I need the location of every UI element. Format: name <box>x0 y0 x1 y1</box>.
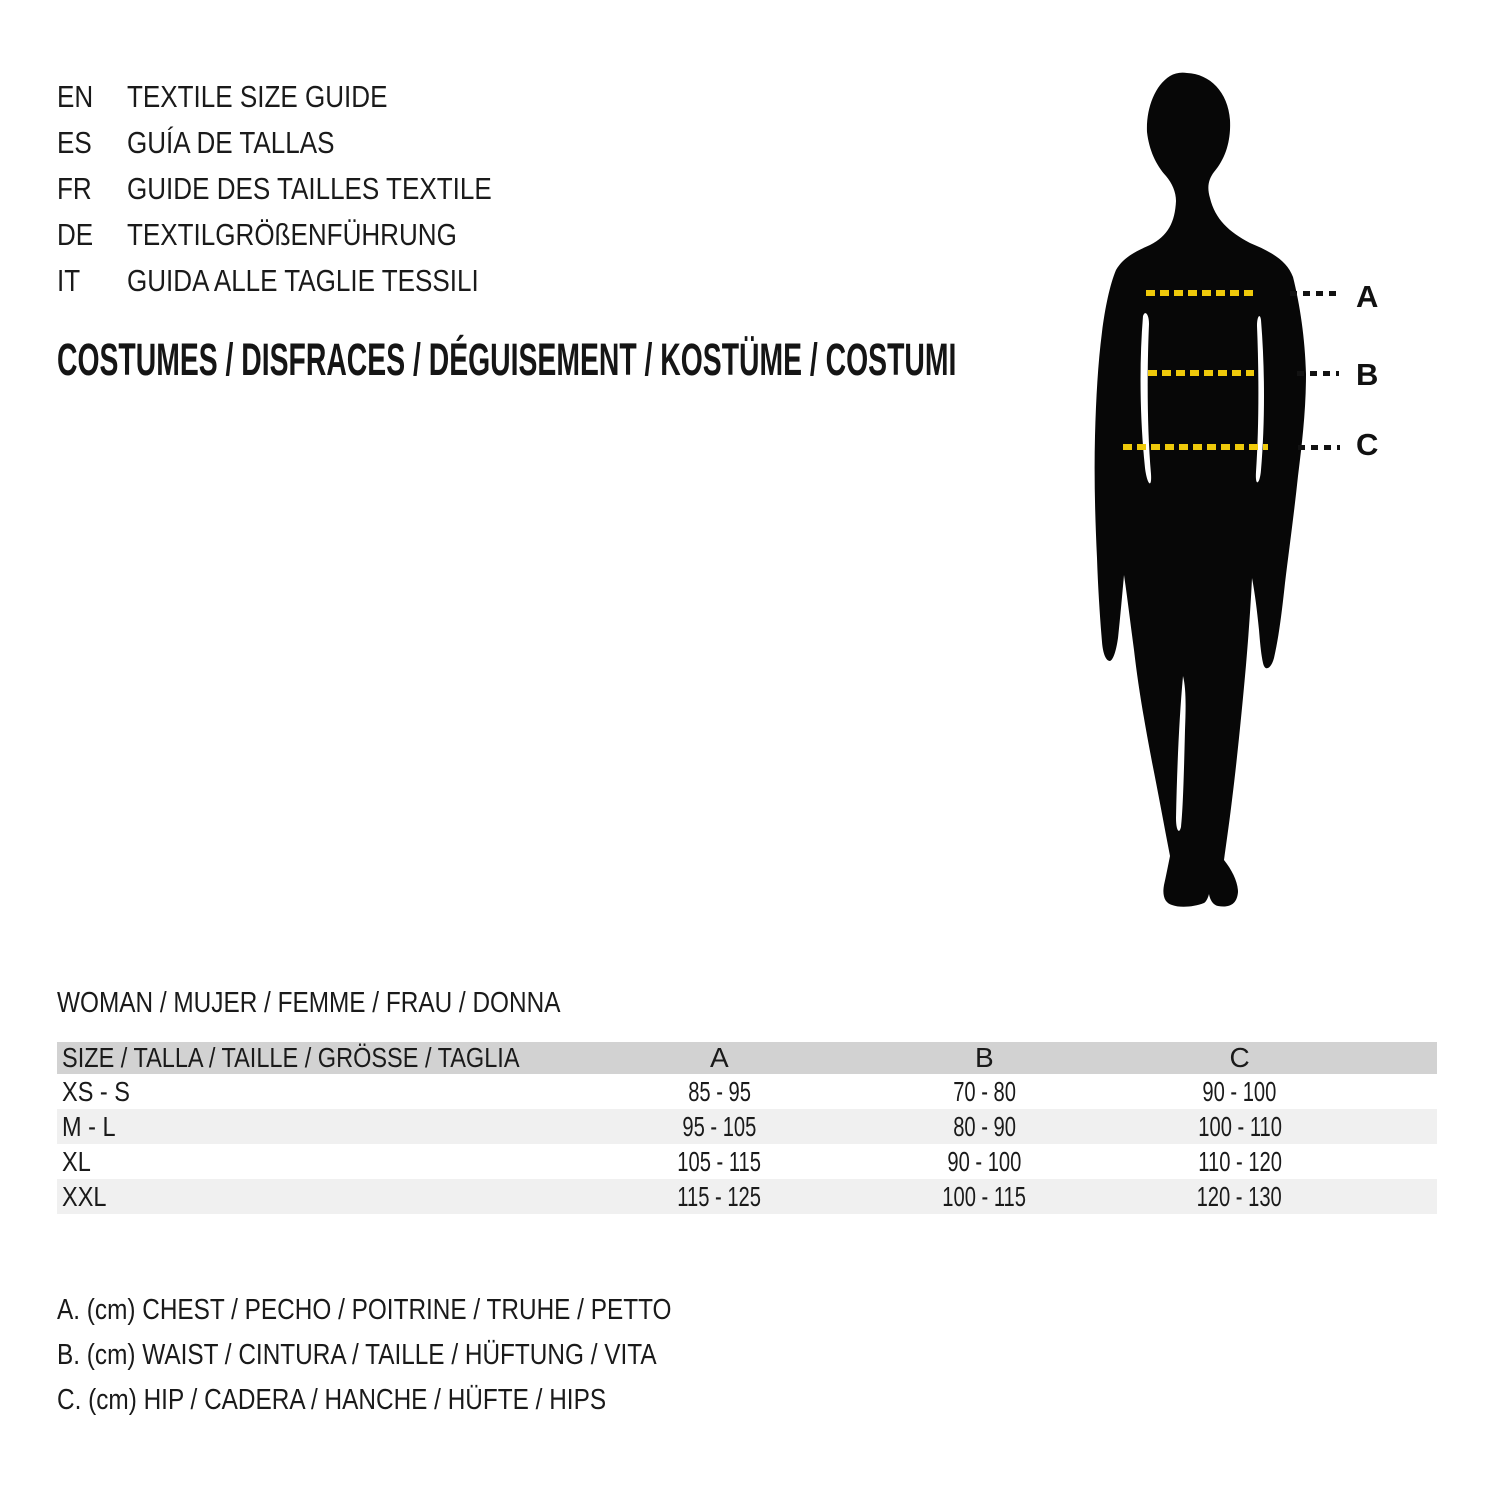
language-list <box>57 74 561 304</box>
table-group-heading: WOMAN / MUJER / FEMME / FRAU / DONNA <box>57 987 561 1019</box>
chest-leader-line <box>1290 291 1342 296</box>
size-cell: XL <box>62 1145 91 1177</box>
hip-range-cell: 110 - 120 <box>1197 1145 1282 1177</box>
waist-range-cell: 70 - 80 <box>952 1075 1016 1107</box>
chest-measure-line <box>1146 290 1258 296</box>
measurement-notes <box>57 1288 789 1423</box>
language-code: FR <box>57 171 92 206</box>
size-column-header: SIZE / TALLA / TAILLE / GRÖSSE / TAGLIA <box>62 1042 520 1073</box>
note-waist: B. (cm) WAIST / CINTURA / TAILLE / HÜFTUNG / VITA <box>57 1339 657 1371</box>
language-row-fr <box>57 166 561 212</box>
language-row-en <box>57 74 561 120</box>
language-code: EN <box>57 79 94 114</box>
woman-silhouette <box>1080 70 1340 935</box>
hip-leader-line <box>1298 445 1340 450</box>
column-header-b: B <box>974 1042 994 1073</box>
marker-label-hip: C <box>1356 427 1379 462</box>
language-title: GUÍA DE TALLAS <box>127 125 335 160</box>
language-title: TEXTILE SIZE GUIDE <box>127 79 388 114</box>
figure-annotation-group <box>1080 70 1428 940</box>
waist-measure-line <box>1148 370 1254 376</box>
language-code: IT <box>57 263 81 298</box>
hip-range-cell: 100 - 110 <box>1197 1110 1282 1142</box>
chest-range-cell: 85 - 95 <box>688 1075 751 1107</box>
chest-range-cell: 105 - 115 <box>677 1145 762 1177</box>
hip-range-cell: 120 - 130 <box>1197 1180 1283 1212</box>
note-hip: C. (cm) HIP / CADERA / HANCHE / HÜFTE / HIPS <box>57 1384 607 1416</box>
waist-leader-line <box>1297 371 1339 376</box>
size-cell: M - L <box>62 1110 116 1142</box>
table-row-xs-s <box>57 1074 1437 1109</box>
language-code: ES <box>57 125 92 160</box>
header-spacer <box>1362 1042 1437 1074</box>
language-row-es <box>57 120 561 166</box>
note-chest: A. (cm) CHEST / PECHO / POITRINE / TRUHE / PETTO <box>57 1294 672 1326</box>
table-row-m-l <box>57 1109 1437 1144</box>
chest-range-cell: 95 - 105 <box>682 1110 757 1142</box>
marker-label-chest: A <box>1356 279 1379 314</box>
table-row-xxl <box>57 1179 1437 1214</box>
waist-range-cell: 90 - 100 <box>947 1145 1022 1177</box>
size-table <box>57 1042 1437 1214</box>
language-row-de <box>57 212 561 258</box>
waist-range-cell: 80 - 90 <box>952 1110 1016 1142</box>
column-header-c: C <box>1229 1042 1250 1073</box>
language-title: GUIDA ALLE TAGLIE TESSILI <box>127 263 479 298</box>
language-code: DE <box>57 217 94 252</box>
category-heading: COSTUMES / DISFRACES / DÉGUISEMENT / KOSTÜME / COSTUMI <box>57 334 957 385</box>
hip-range-cell: 90 - 100 <box>1202 1075 1277 1107</box>
language-title: TEXTILGRÖßENFÜHRUNG <box>127 217 457 252</box>
language-row-it <box>57 258 561 304</box>
size-cell: XXL <box>62 1180 107 1212</box>
table-row-xl <box>57 1144 1437 1179</box>
language-title: GUIDE DES TAILLES TEXTILE <box>127 171 492 206</box>
hip-measure-line <box>1123 444 1268 450</box>
column-header-a: A <box>710 1042 729 1073</box>
size-cell: XS - S <box>62 1075 130 1107</box>
table-header-row <box>57 1042 1437 1074</box>
waist-range-cell: 100 - 115 <box>942 1180 1027 1212</box>
chest-range-cell: 115 - 125 <box>677 1180 762 1212</box>
marker-label-waist: B <box>1356 357 1379 392</box>
